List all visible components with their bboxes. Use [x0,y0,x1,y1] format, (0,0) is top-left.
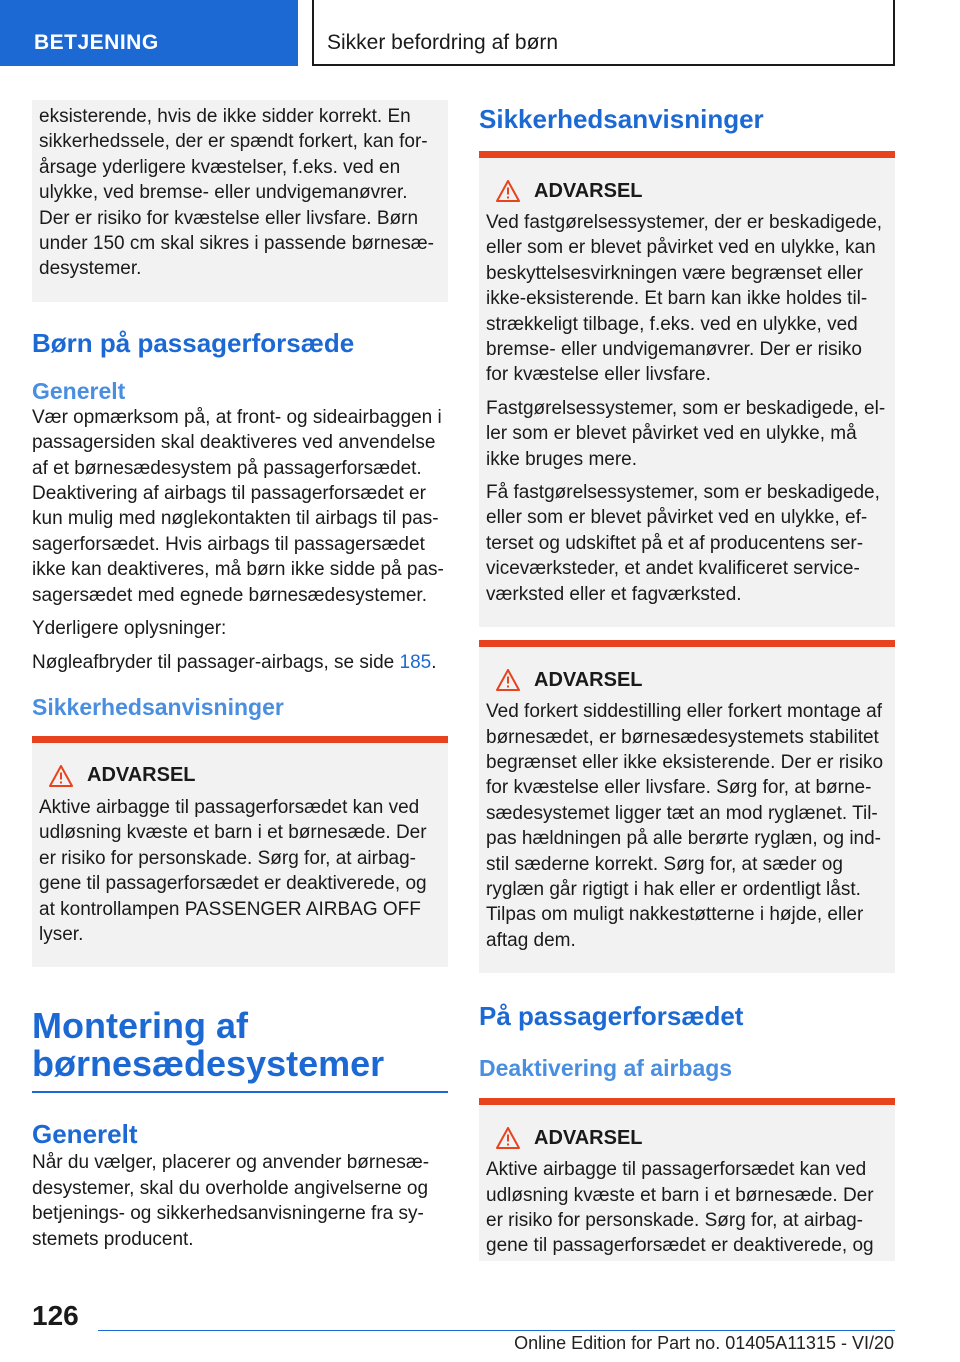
page-header [0,0,960,66]
warning-triangle-icon [496,669,520,691]
right-column [479,100,895,1261]
heading-mounting-child-seats: Montering af børnesædesystemer [32,1007,448,1093]
chapter-title: Sikker befordring af børn [312,0,895,66]
section-tab: BETJENING [0,0,298,66]
more-info-label: Yderligere oplysninger: [32,618,227,640]
warning-triangle-icon [496,1127,520,1149]
warning-box-damaged-systems [479,151,895,627]
warning-box-airbag [32,736,448,967]
intro-text: eksisterende, hvis de ikke sidder korrekt. En sikkerhedssele, der er spændt forkert, kan for‐årsage yderligere kvæstelser, f.eks. ved en ulykke, ved bremse- eller undvigemanøvrer. Der er risiko for kvæstelse eller livsfare. Børn under 150 cm skal sikres i passende børnesæ‐desystemer. [39,106,434,280]
warning-text-2: Fastgørelsessystemer, som er beskadigede, el‐ler som er blevet påvirket ved en ulykke, må ikke bruges mere. [486,397,886,470]
general-paragraph: Vær opmærksom på, at front- og sideairbaggen i passagersiden skal deaktiveres ved anvendelse af et børnesædesystem på passagerforsædet. Deaktivering af airbags til passagerforsædet er kun mulig med nøglekontakten til airbags til pas‐sagerforsædet. Hvis airbags til passagersædet ikke kan deaktiveres, må børn ikke sidde på pas‐sagersædet med egnede børnesædesystemer. [32,406,444,606]
heading-safety-instructions-right: Sikkerhedsanvisninger [479,104,764,134]
heading-general: Generelt [32,377,126,404]
edition-info: Online Edition for Part no. 01405A11315 - VI/20 [514,1333,894,1353]
footer-divider [98,1330,895,1331]
warning-text: Aktive airbagge til passagerforsædet kan ved udløsning kvæste et barn i et børnesæde. Der er risiko for personskade. Sørg for, at airbag‐gene til passagerforsædet er deaktiverede, og [486,1159,874,1257]
warning-text: Aktive airbagge til passagerforsædet kan ved udløsning kvæste et barn i et børnesæde. Der er risiko for personskade. Sørg for, at airbag‐gene til passagerforsædet er deaktiverede, og at kontrollampen PASSENGER AIRBAG OFF lyser. [39,796,427,945]
heading-general-2: Generelt [32,1119,138,1150]
warning-title: ADVARSEL [486,667,889,693]
heading-on-passenger-seat: På passagerforsædet [479,1001,744,1032]
warning-text-1: Ved fastgørelsessystemer, der er beskadigede, eller som er blevet påvirket ved en ulykke, kan beskyttelsesvirkningen være begrænset eller ikke-eksisterende. Et barn kan ikke holdes til‐strækkeligt tilbage, f.eks. ved en ulykke, ved bremse- eller undvigemanøvrer. Der er risiko for kvæstelse eller livsfare. [486,212,883,386]
warning-title: ADVARSEL [486,1125,889,1151]
warning-title: ADVARSEL [486,178,889,204]
warning-text-3: Få fastgørelsessystemer, som er beskadigede, eller som er blevet påvirket ved en ulykke, ef‐terset og udskiftet på et af producentens ser‐viceværksteder, et andet kvalificeret service‐værksted eller et fagværksted. [486,482,880,605]
warning-title: ADVARSEL [39,763,442,789]
warning-text: Ved forkert siddestilling eller forkert montage af børnesædet, er børnesædesystemets stabilitet begrænset eller ikke eksisterende. Der er risiko for kvæstelse eller livsfare. Sørg for, at børne‐sædesystemet ligger tæt an mod ryglænet. Til‐pas hældningen på alle berørte ryglæn, og ind‐stil sæderne korrekt. Sørg for, at sæder og ryglæn går rigtigt i hak eller er ordentligt låst. Tilpas om muligt nakkestøtterne i højde, eller aftag dem. [486,701,884,951]
heading-children-passenger-seat: Børn på passagerforsæde [32,327,355,358]
intro-info-box [32,100,448,302]
warning-box-deactivate [479,1098,895,1261]
warning-triangle-icon [496,180,520,202]
general-paragraph-2: Når du vælger, placerer og anvender børnesæ‐desystemer, skal du overholde angivelserne og betjenings- og sikkerhedsanvisningerne fra sy‐stemets producent. [32,1152,430,1250]
warning-triangle-icon [49,765,73,787]
page-link-185[interactable]: 185 [399,651,432,673]
heading-deactivate-airbags: Deaktivering af airbags [479,1055,733,1082]
left-column [32,100,448,1252]
warning-box-seat-position [479,640,895,973]
key-switch-reference: Nøgleafbryder til passager-airbags, se side 185. [32,651,437,673]
heading-safety-instructions: Sikkerhedsanvisninger [32,693,284,720]
page-number: 126 [32,1300,79,1331]
